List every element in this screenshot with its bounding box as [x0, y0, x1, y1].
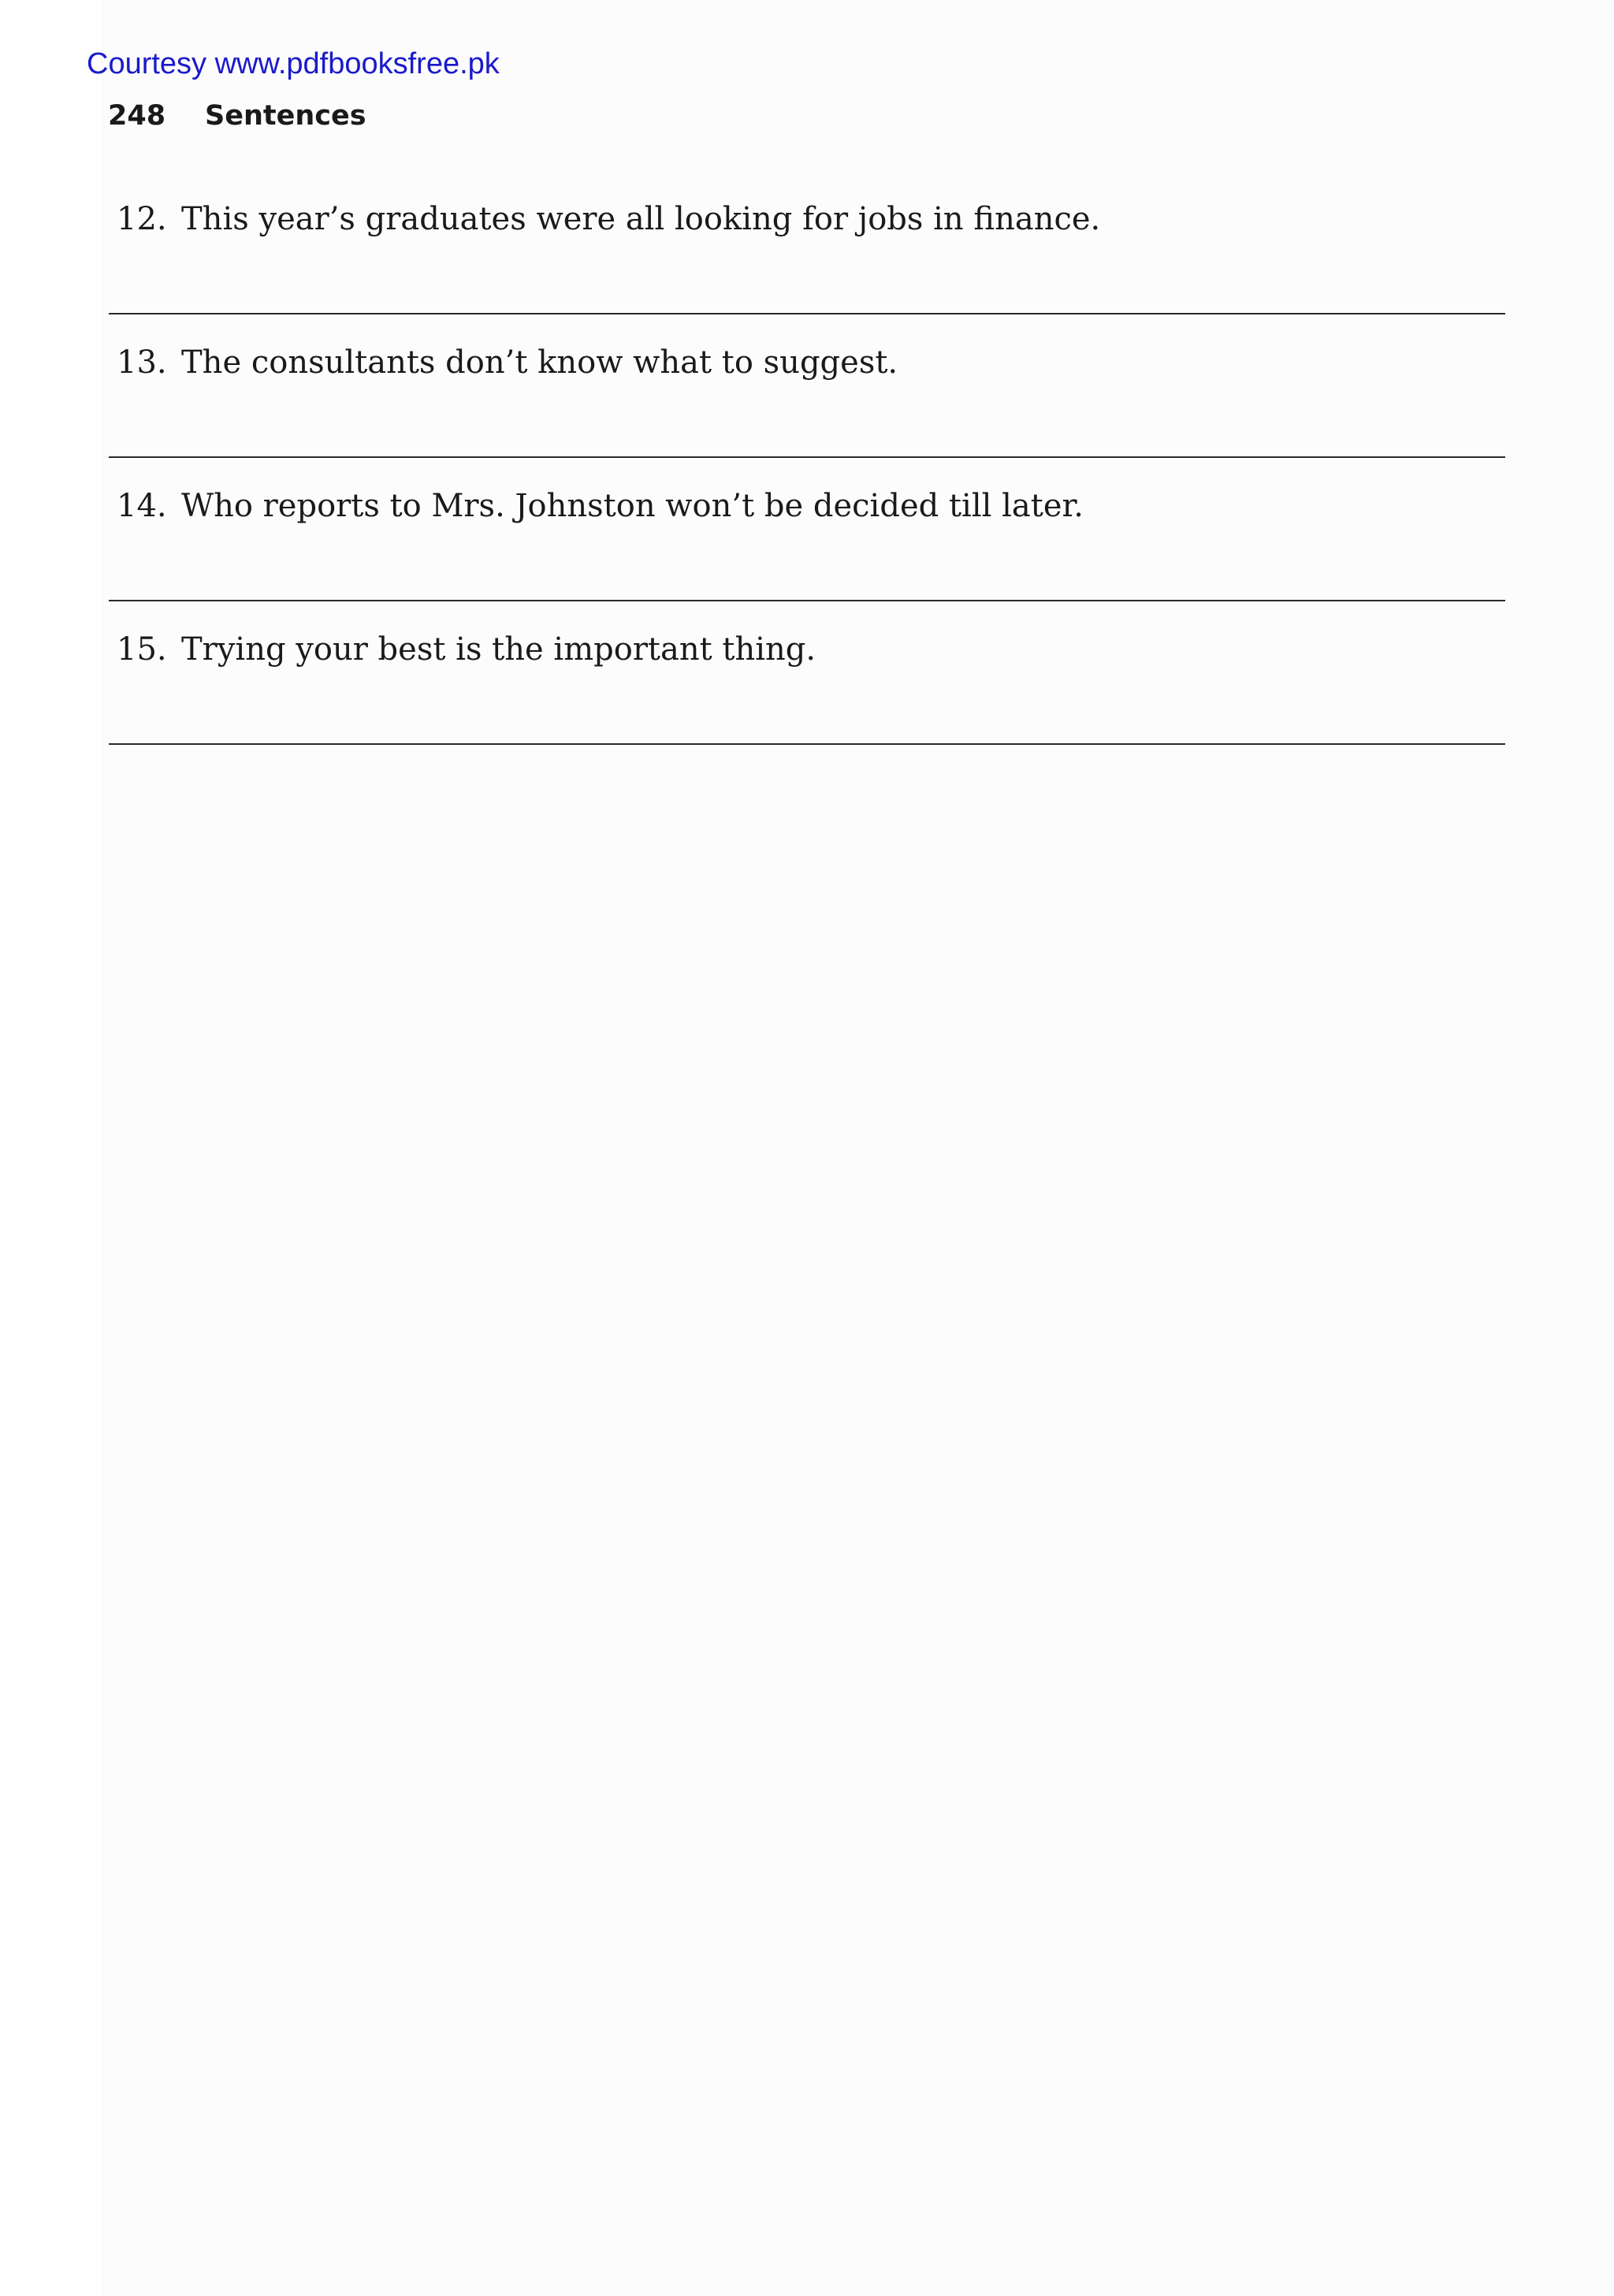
item-number: 15. [117, 631, 167, 668]
item-sentence: Trying your best is the important thing. [181, 631, 816, 668]
section-title: Sentences [205, 100, 366, 132]
item-number: 12. [117, 201, 167, 237]
item-number: 13. [117, 344, 167, 381]
answer-line[interactable] [109, 456, 1505, 458]
exercise-item-14 [109, 490, 1505, 634]
exercise-item-15 [109, 631, 1505, 777]
answer-line[interactable] [109, 743, 1505, 745]
answer-line[interactable] [109, 313, 1505, 314]
item-sentence: The consultants don’t know what to suggest. [181, 344, 898, 381]
item-sentence: This year’s graduates were all looking for jobs in finance. [181, 201, 1101, 237]
answer-line[interactable] [109, 600, 1505, 601]
exercise-item-13 [109, 344, 1505, 490]
item-sentence: Who reports to Mrs. Johnston won’t be decided till later. [181, 488, 1084, 524]
courtesy-watermark: Courtesy www.pdfbooksfree.pk [87, 47, 500, 80]
page-number: 248 [108, 100, 166, 132]
exercise-item-12 [109, 203, 1505, 347]
item-number: 14. [117, 488, 167, 524]
running-head [108, 102, 366, 130]
